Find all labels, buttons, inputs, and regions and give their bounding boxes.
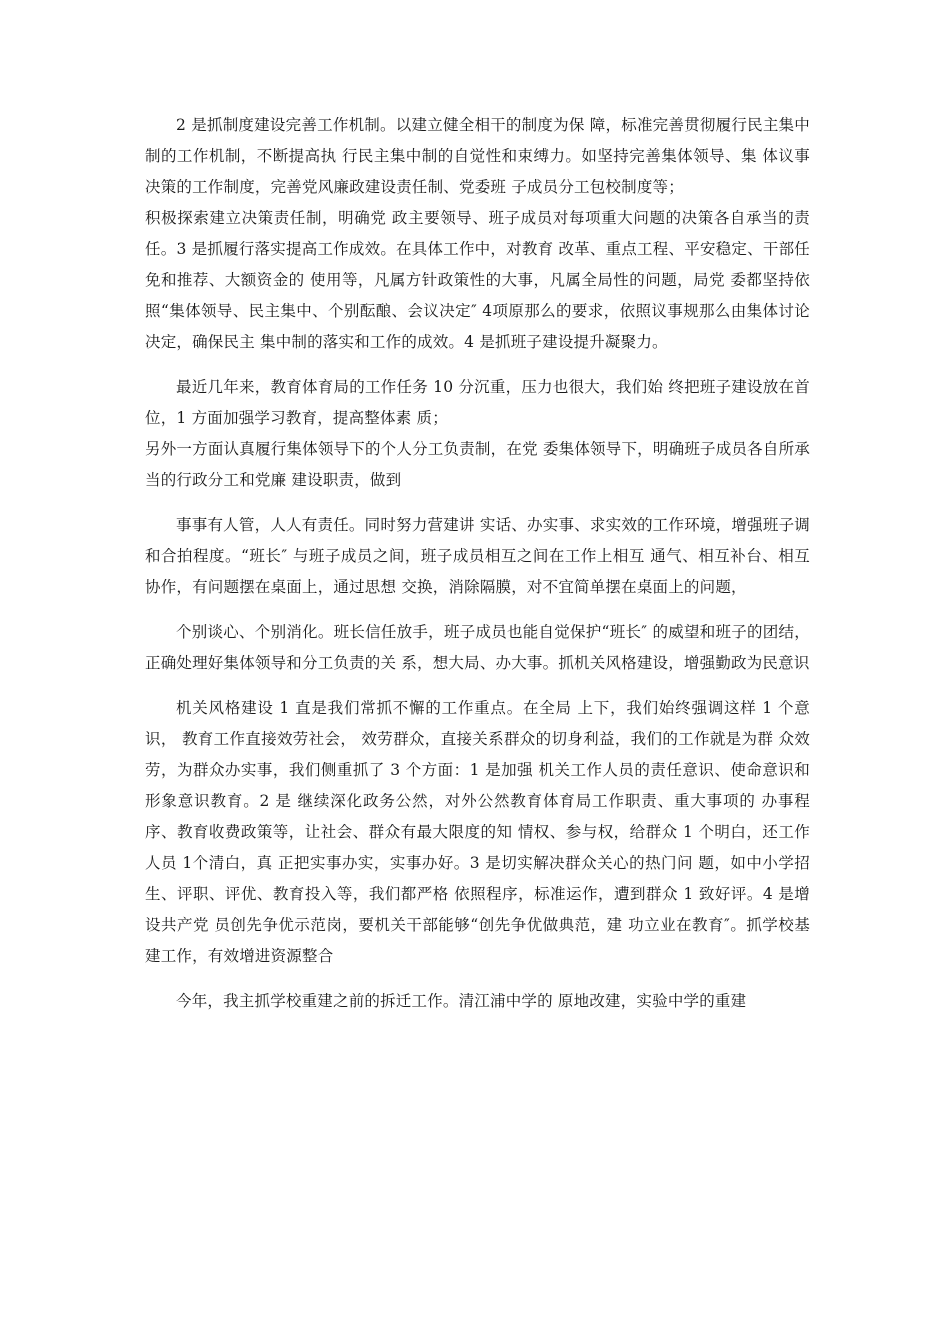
paragraph-8: 今年，我主抓学校重建之前的拆迁工作。清江浦中学的 原地改建，实验中学的重建 bbox=[176, 992, 747, 1010]
paragraph-1: 2 是抓制度建设完善工作机制。以建立健全相干的制度为保 障，标准完善贯彻履行民主集中制的工作机制，不断提高执 行民主集中制的自觉性和束缚力。如坚持完善集体领导、集 体议事决策的工作制度，完善党风廉政建设责任制、党委班 子成员分工包校制度等； bbox=[145, 116, 810, 196]
paragraph-2: 积极探索建立决策责任制，明确党 政主要领导、班子成员对每项重大问题的决策各自承当的责 任。3 是抓履行落实提高工作成效。在具体工作中，对教育 改革、重点工程、平安稳定、干部任免和推荐、大额资金的 使用等，凡属方针政策性的大事，凡属全局性的问题，局党 委都坚持依照“集体领导、民主集中、个别酝酿、会议决定″ 4项原那么的要求，依照议事规那么由集体讨论决定，确保民主 集中制的落实和工作的成效。4 是抓班子建设提升凝聚力。 bbox=[145, 209, 810, 351]
document-body bbox=[145, 110, 810, 1017]
paragraph-5: 事事有人管，人人有责任。同时努力营建讲 实话、办实事、求实效的工作环境，增强班子调和合拍程度。“班长″ 与班子成员之间，班子成员相互之间在工作上相互 通气、相互补台、相互协作，有问题摆在桌面上，通过思想 交换，消除隔膜，对不宜简单摆在桌面上的问题， bbox=[145, 516, 810, 596]
paragraph-3: 最近几年来，教育体育局的工作任务 10 分沉重，压力也很大，我们始 终把班子建设放在首位，1 方面加强学习教育，提高整体素 质； bbox=[145, 378, 810, 427]
paragraph-7: 机关风格建设 1 直是我们常抓不懈的工作重点。在全局 上下，我们始终强调这样 1 个意识， 教育工作直接效劳社会， 效劳群众，直接关系群众的切身利益，我们的工作就是为群 众效劳，为群众办实事，我们侧重抓了 3 个方面：1 是加强 机关工作人员的责任意识、使命意识和形象意识教育。2 是 继续深化政务公然，对外公然教育体育局工作职责、重大事项的 办事程序、教育收费政策等，让社会、群众有最大限度的知 情权、参与权，给群众 1 个明白，还工作人员 1个清白，真 正把实事办实，实事办好。3 是切实解决群众关心的热门问 题，如中小学招生、评职、评优、教育投入等，我们都严格 依照程序，标准运作，遭到群众 1 致好评。4 是增设共产党 员创先争优示范岗，要机关干部能够“创先争优做典范，建 功立业在教育″。抓学校基建工作，有效增进资源整合 bbox=[145, 699, 810, 965]
paragraph-6: 个别谈心、个别消化。班长信任放手，班子成员也能自觉保护“班长″ 的威望和班子的团结，正确处理好集体领导和分工负责的关 系，想大局、办大事。抓机关风格建设，增强勤政为民意识 bbox=[145, 623, 810, 672]
paragraph-4: 另外一方面认真履行集体领导下的个人分工负责制，在党 委集体领导下，明确班子成员各自所承当的行政分工和党廉 建设职责，做到 bbox=[145, 440, 810, 489]
